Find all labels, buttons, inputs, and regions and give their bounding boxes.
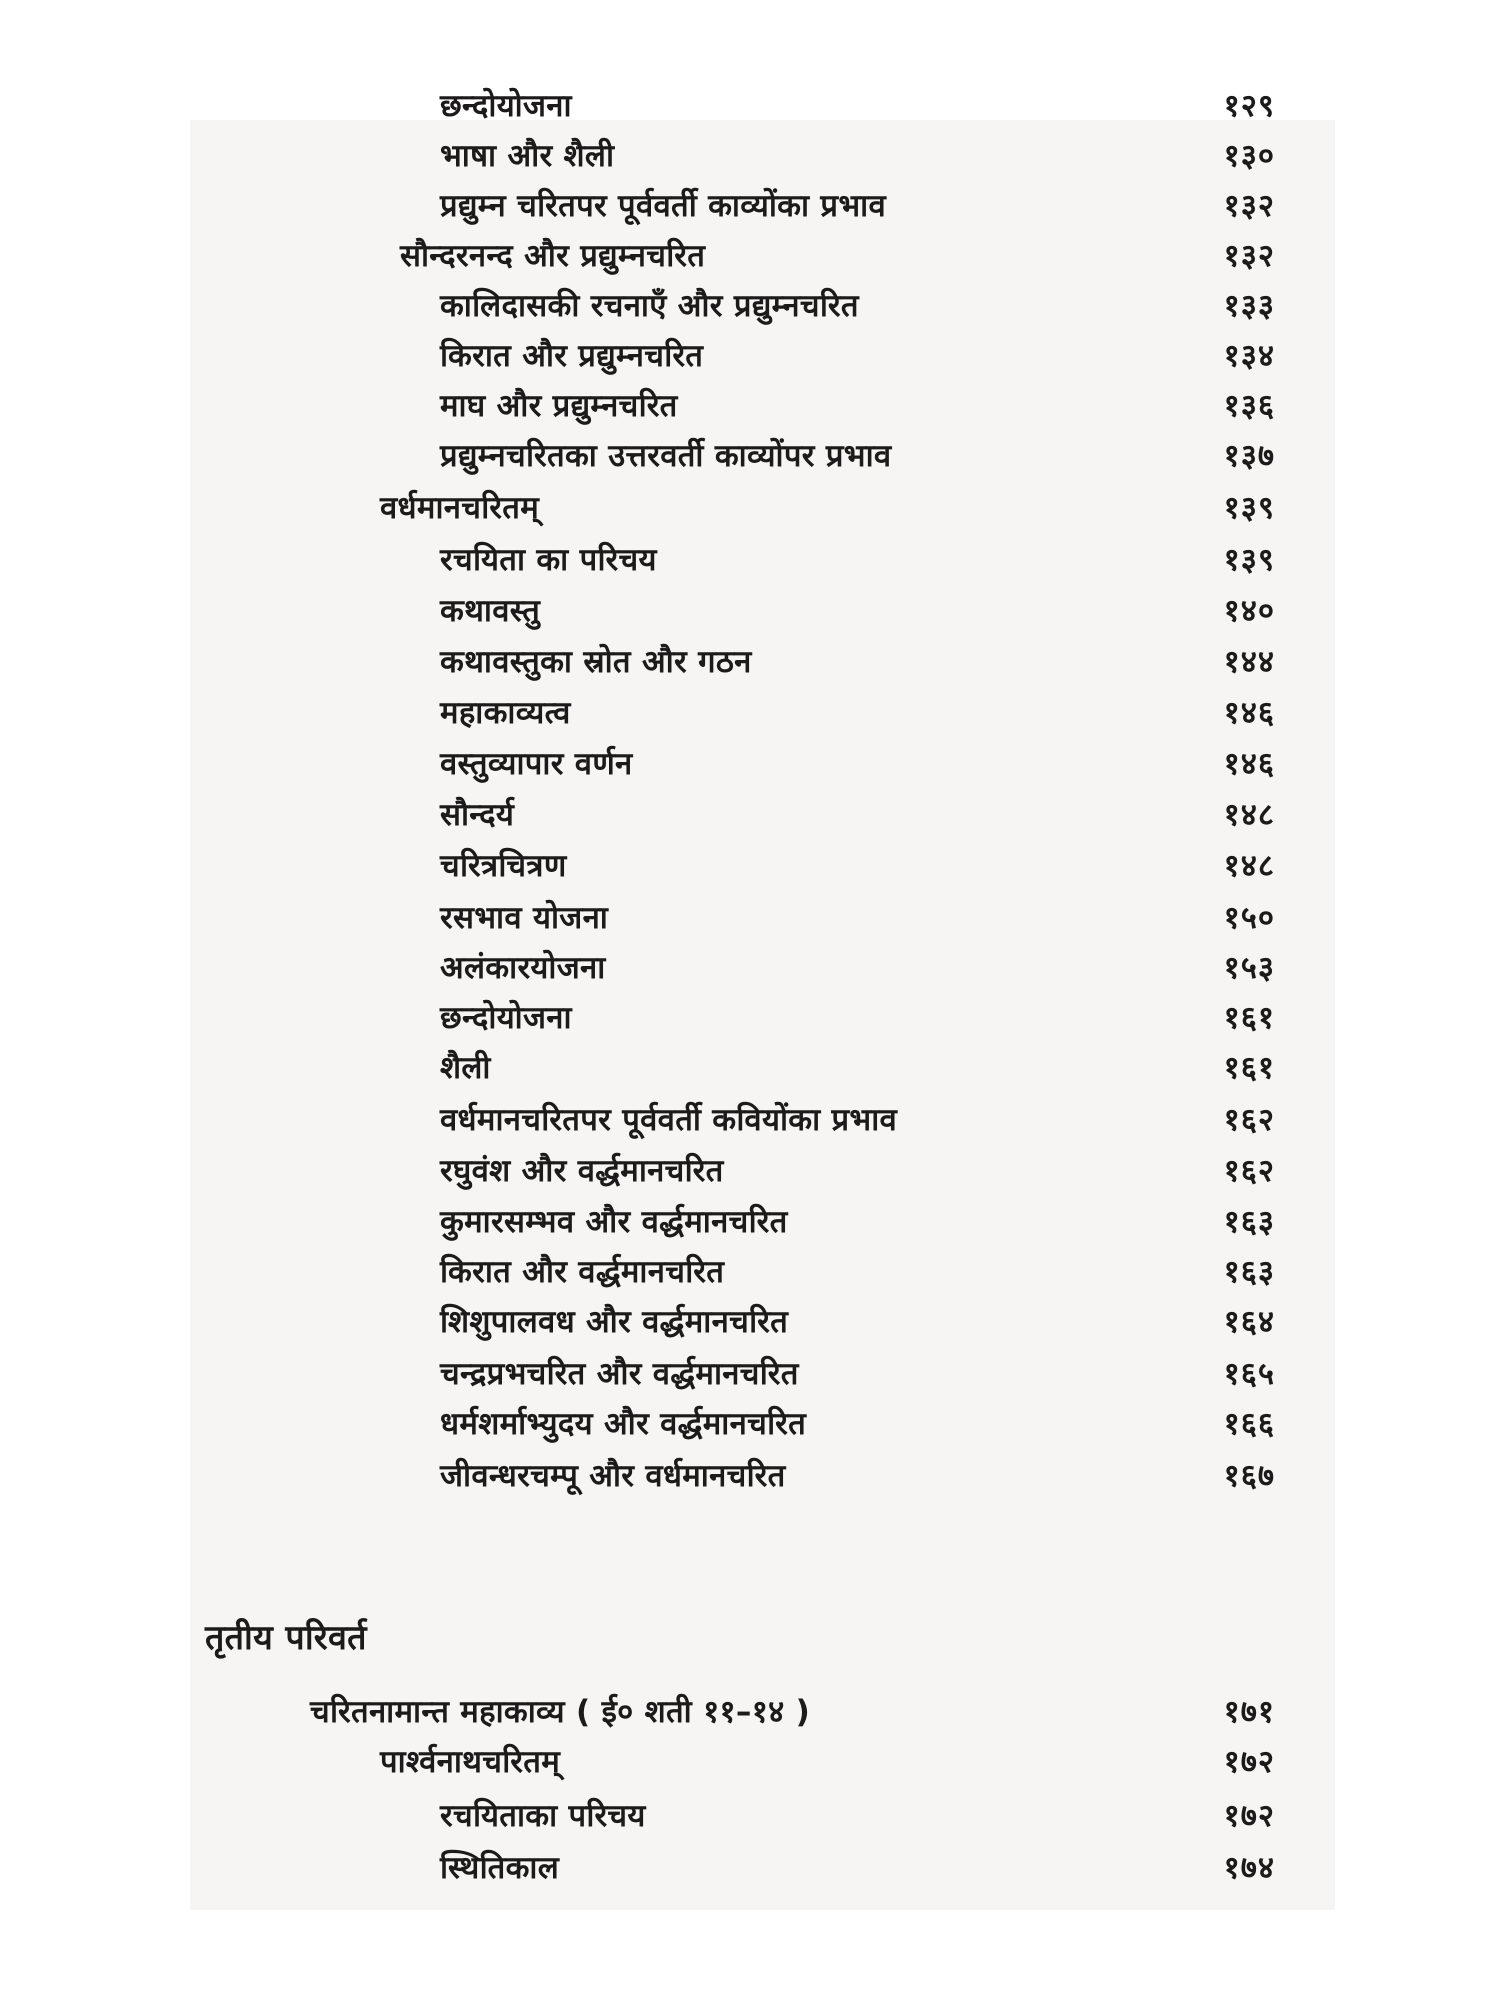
toc-entry-title: शैली — [440, 1050, 491, 1086]
toc-entry — [0, 789, 1500, 841]
toc-entry — [0, 840, 1500, 892]
toc-entry-page-number: १३० — [1223, 138, 1275, 174]
toc-entry-title: रचयिता का परिचय — [440, 542, 657, 578]
toc-entry — [0, 1686, 1500, 1738]
toc-entry-title: चरित्रचित्रण — [440, 848, 567, 884]
toc-entry-title: अलंकारयोजना — [440, 950, 606, 986]
toc-entry — [0, 1094, 1500, 1146]
toc-entry-title: चरितनामान्त महाकाव्य ( ई० शती ११–१४ ) — [310, 1694, 811, 1730]
toc-entry-title: वर्धमानचरितम् — [380, 490, 540, 526]
toc-entry-page-number: १३२ — [1223, 188, 1275, 224]
toc-entry — [0, 1348, 1500, 1400]
toc-entry-page-number: १४८ — [1223, 848, 1275, 884]
toc-entry-title: माघ और प्रद्युम्नचरित — [440, 388, 678, 424]
toc-entry — [0, 1145, 1500, 1197]
toc-entry-page-number: १६२ — [1223, 1153, 1275, 1189]
toc-entry-page-number: १४४ — [1223, 644, 1275, 680]
toc-entry — [0, 585, 1500, 637]
toc-entry-page-number: १६७ — [1223, 1458, 1275, 1494]
toc-entry-page-number: १६३ — [1223, 1204, 1275, 1240]
toc-entry-page-number: १४६ — [1223, 695, 1275, 731]
toc-entry-page-number: १३२ — [1223, 238, 1275, 274]
toc-entry-page-number: १२९ — [1223, 88, 1275, 124]
toc-entry-title: पार्श्वनाथचरितम् — [380, 1744, 561, 1780]
toc-entry — [0, 1736, 1500, 1788]
toc-entry-title: कालिदासकी रचनाएँ और प्रद्युम्नचरित — [440, 288, 859, 324]
section-heading-title: तृतीय परिवर्त — [205, 1618, 367, 1658]
toc-entry — [0, 330, 1500, 382]
toc-entry-title: किरात और वर्द्धमानचरित — [440, 1254, 725, 1290]
toc-entry-title: महाकाव्यत्व — [440, 695, 571, 731]
toc-entry — [0, 1450, 1500, 1502]
toc-entry-page-number: १६३ — [1223, 1254, 1275, 1290]
toc-entry-page-number: १७२ — [1223, 1744, 1275, 1780]
toc-entry-page-number: १३४ — [1223, 338, 1275, 374]
toc-entry — [0, 534, 1500, 586]
toc-entry — [0, 992, 1500, 1044]
toc-entry — [0, 1296, 1500, 1348]
toc-entry-title: कथावस्तु — [440, 593, 541, 629]
toc-entry-page-number: १४८ — [1223, 797, 1275, 833]
toc-entry-page-number: १६५ — [1223, 1356, 1275, 1392]
toc-entry-page-number: १५० — [1223, 900, 1275, 936]
toc-entry — [0, 687, 1500, 739]
toc-entry — [0, 1196, 1500, 1248]
toc-entry-page-number: १६१ — [1223, 1050, 1275, 1086]
toc-entry-title: किरात और प्रद्युम्नचरित — [440, 338, 704, 374]
toc-entry-title: कुमारसम्भव और वर्द्धमानचरित — [440, 1204, 788, 1240]
toc-entry-page-number: १५३ — [1223, 950, 1275, 986]
toc-entry-title: सौन्दर्य — [440, 797, 515, 833]
toc-entry-title: प्रद्युम्नचरितका उत्तरवर्ती काव्योंपर प्रभाव — [440, 438, 892, 474]
toc-entry — [0, 482, 1500, 534]
toc-entry-title: जीवन्धरचम्पू और वर्धमानचरित — [440, 1458, 786, 1494]
toc-entry-page-number: १३९ — [1223, 542, 1275, 578]
toc-entry-title: भाषा और शैली — [440, 138, 615, 174]
toc-entry — [0, 1398, 1500, 1450]
toc-entry-title: प्रद्युम्न चरितपर पूर्ववर्ती काव्योंका प्रभाव — [440, 188, 887, 224]
toc-entry-page-number: १३९ — [1223, 490, 1275, 526]
toc-entry — [0, 1246, 1500, 1298]
toc-entry-title: रचयिताका परिचय — [440, 1798, 646, 1834]
toc-entry — [0, 80, 1500, 132]
toc-entry-title: स्थितिकाल — [440, 1850, 560, 1886]
toc-entry-page-number: १४६ — [1223, 746, 1275, 782]
toc-entry-title: कथावस्तुका स्रोत और गठन — [440, 644, 752, 680]
toc-entry-page-number: १३७ — [1223, 438, 1275, 474]
section-heading — [0, 1612, 1500, 1664]
toc-entry-title: छन्दोयोजना — [440, 88, 572, 124]
toc-entry-title: रघुवंश और वर्द्धमानचरित — [440, 1153, 724, 1189]
toc-entry — [0, 380, 1500, 432]
toc-entry-page-number: १४० — [1223, 593, 1275, 629]
toc-entry-title: धर्मशर्माभ्युदय और वर्द्धमानचरित — [440, 1406, 807, 1442]
toc-entry — [0, 738, 1500, 790]
toc-entry-title: रसभाव योजना — [440, 900, 609, 936]
toc-entry — [0, 430, 1500, 482]
toc-entry — [0, 130, 1500, 182]
toc-entry — [0, 942, 1500, 994]
toc-entry — [0, 230, 1500, 282]
toc-entry — [0, 1042, 1500, 1094]
toc-entry-title: छन्दोयोजना — [440, 1000, 572, 1036]
toc-entry-page-number: १६४ — [1223, 1304, 1275, 1340]
toc-entry-page-number: १६१ — [1223, 1000, 1275, 1036]
toc-entry — [0, 1842, 1500, 1894]
toc-entry — [0, 1790, 1500, 1842]
toc-entry — [0, 280, 1500, 332]
toc-entry-title: वस्तुव्यापार वर्णन — [440, 746, 633, 782]
toc-entry-title: वर्धमानचरितपर पूर्ववर्ती कवियोंका प्रभाव — [440, 1102, 898, 1138]
toc-entry-page-number: १६२ — [1223, 1102, 1275, 1138]
toc-entry-page-number: १३६ — [1223, 388, 1275, 424]
toc-entry-page-number: १७१ — [1223, 1694, 1275, 1730]
toc-entry-title: चन्द्रप्रभचरित और वर्द्धमानचरित — [440, 1356, 799, 1392]
toc-entry — [0, 180, 1500, 232]
toc-entry-page-number: १७४ — [1223, 1850, 1275, 1886]
toc-entry-page-number: १७२ — [1223, 1798, 1275, 1834]
toc-entry-page-number: १६६ — [1223, 1406, 1275, 1442]
toc-entry — [0, 892, 1500, 944]
toc-entry — [0, 636, 1500, 688]
toc-entry-page-number: १३३ — [1223, 288, 1275, 324]
toc-entry-title: सौन्दरनन्द और प्रद्युम्नचरित — [400, 238, 706, 274]
toc-entry-title: शिशुपालवध और वर्द्धमानचरित — [440, 1304, 789, 1340]
